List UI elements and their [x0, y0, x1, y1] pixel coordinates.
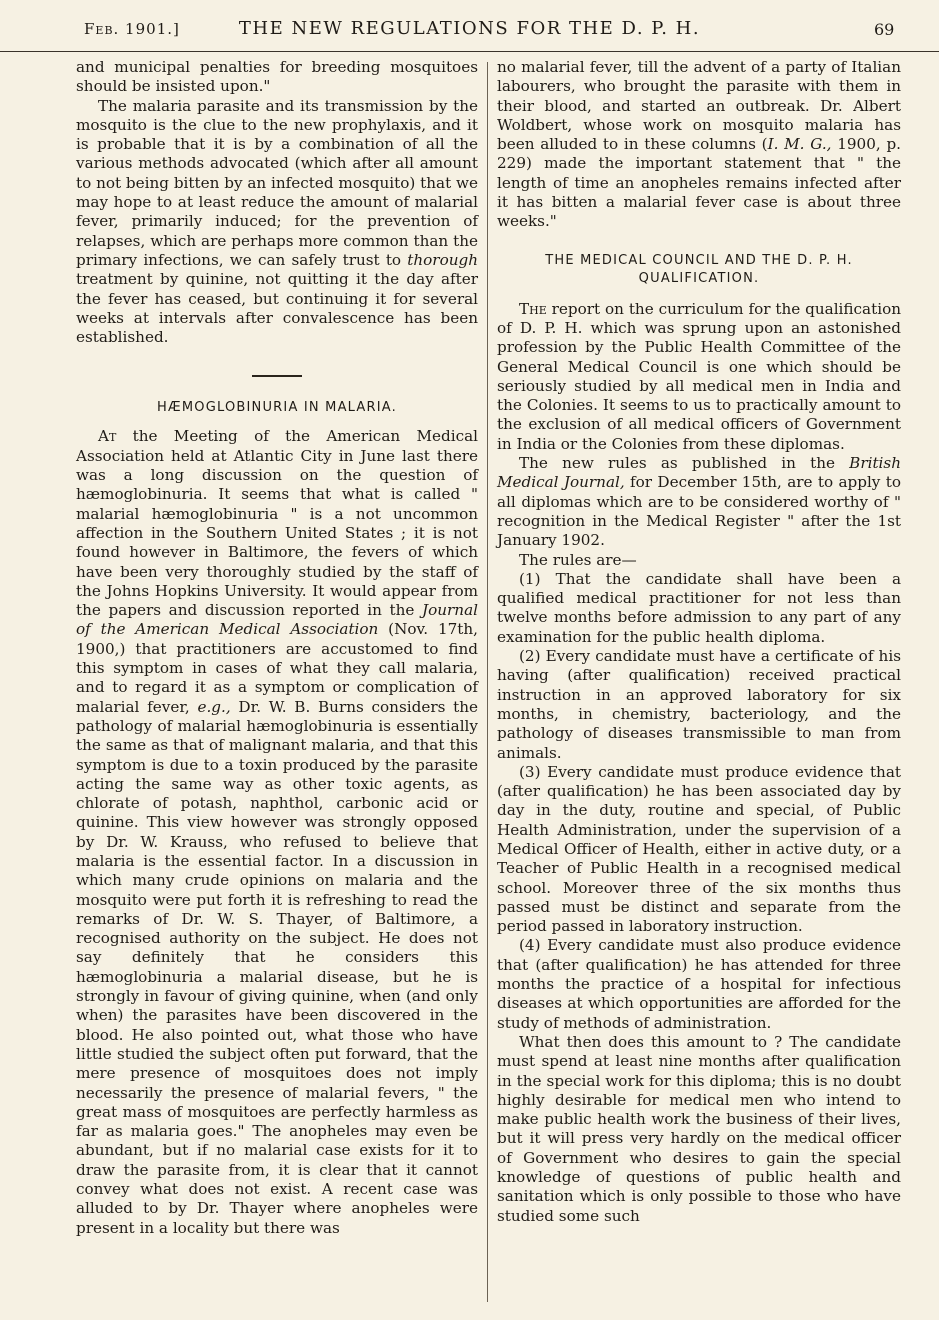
journal-title: Journal of the American Medical Association [76, 601, 478, 639]
emphasis: e.g., [197, 697, 231, 716]
running-head [0, 0, 939, 52]
text-run: The malaria parasite and its transmission by the mosquito is the clue to the new prophylaxis, and it is probable that it is by a combination of all the various methods advocated (which after all amount to not being bitten by an infected mosquito) that we may hope to at least reduce the amount of malarial fever, primarily induced; for the prevention of relapses, which are perhaps more common than the primary infections, we can safely trust to [76, 96, 478, 269]
paragraph [76, 427, 478, 1237]
lead-in: At [98, 427, 117, 446]
rule-item: (4) Every candidate must also produce evidence that (after qualification) he has attended for three months the practice of a hospital for infectious diseases at which opportunities are afforded for the study of methods of administration. [497, 936, 901, 1032]
rule-item: (2) Every candidate must have a certificate of his having (after qualification) received practical instruction in an approved laboratory for six months, in chemistry, bacteriology, and the pathology of diseases transmissible to man from animals. [497, 647, 901, 762]
emphasis: thorough [407, 250, 478, 269]
paragraph [497, 300, 901, 454]
left-column [76, 58, 478, 1238]
paragraph: The rules are— [519, 550, 637, 569]
heading-line: THE MEDICAL COUNCIL AND THE D. P. H. [545, 252, 853, 268]
rule-item: (3) Every candidate must produce evidence that (after qualification) he has been associated day by day in the duty, routine and special, of Public Health Administration, under the supervision of a Medical Officer of Health, either in active duty, or a Teacher of Public Health in a recognised medical school. Moreover three of the six months thus passed must be distinct and separate from the period passed in laboratory instruction. [497, 762, 901, 936]
heading-line: QUALIFICATION. [638, 270, 760, 286]
text-run: The new rules as published in the [519, 454, 850, 473]
text-run: for December 15th, are to apply to all diplomas which are to be considered worthy of " recognition in the Medical Register " after the 1st January 1902. [497, 473, 901, 550]
issue-date: Feb. 1901.] [84, 20, 180, 38]
text-run: no malarial fever, till the advent of a party of Italian labourers, who brought the parasite with them in their blood, and started an outbreak. Dr. Albert Woldbert, whose work on mosquito malaria has been alluded to in these columns ( [497, 58, 901, 154]
text-run: Dr. W. B. Burns considers the pathology of malarial hæmoglobinuria is essentially the same as that of malignant malaria, and that this symptom is due to a toxin produced by the parasite acting the same way as other toxic agents, as chlorate of potash, naphthol, carbonic acid or quinine. This view however was strongly opposed by Dr. W. Krauss, who refused to believe that malaria is the essential factor. In a discussion in which many crude opinions on malaria and the mosquito were put forth it is refreshing to read the remarks of Dr. W. S. Thayer, of Baltimore, a recognised authority on the subject. He does not say definitely that he considers this hæmoglobinuria a malarial disease, but he is strongly in favour of giving quinine, when (and only when) the parasites have been discovered in the blood. He also pointed out, what those who have little studied the subject often put forward, that the mere presence of mosquitoes does not imply necessarily the presence of malarial fevers, " the great mass of mosquitoes are perfectly harmless as far as malaria goes." The anopheles may even be abundant, but if no malarial case exists for it to draw the parasite from, it is clear that it cannot convey what does not exist. A recent case was alluded to by Dr. Thayer where anopheles were present in a locality but there was [76, 697, 478, 1237]
section-divider [252, 375, 302, 377]
right-column [497, 58, 901, 1226]
column-rule [487, 62, 488, 1302]
text-run: treatment by quinine, not quitting it the day after the fever has ceased, but continuing it for several weeks at intervals after convalescence has been established. [76, 270, 478, 347]
page-number: 69 [874, 20, 895, 39]
paragraph: What then does this amount to ? The candidate must spend at least nine months after qualification in the special work for this diploma; this is no doubt highly desirable for medical men who intend to make public health work the business of their lives, but it will press very hardly on the medical officer of Government who desires to gain the special knowledge of questions of public health and sanitation which is only possible to those who have studied some such [497, 1032, 901, 1225]
citation: I. M. G., [767, 135, 832, 154]
text-run: report on the curriculum for the qualification of D. P. H. which was sprung upon an astonished profession by the Public Health Committee of the General Medical Council is one which should be seriously studied by all medical men in India and the Colonies. It seems to us to practically amount to the exclusion of all medical officers of Government in India or the Colonies from these diplomas. [497, 299, 901, 453]
running-title: THE NEW REGULATIONS FOR THE D. P. H. [238, 18, 701, 39]
text-run: 1900, p. 229) made the important statement that " the length of time an anopheles remains infected after it has bitten a malarial fever case is about three weeks." [497, 135, 901, 231]
section-heading: HÆMOGLOBINURIA IN MALARIA. [157, 400, 397, 416]
paragraph [76, 97, 478, 348]
paragraph [497, 454, 901, 550]
text-run: the Meeting of the American Medical Association held at Atlantic City in June last there was a long discussion on the question of hæmoglobinuria. It seems that what is called " malarial hæmoglobinuria " is a not uncommon affection in the Southern United States ; it is not found however in Baltimore, the fevers of which have been very thoroughly studied by the staff of the Johns Hopkins University. It would appear from the papers and discussion reported in the [76, 427, 478, 620]
journal-title: British Medical Journal, [497, 454, 901, 492]
rule-item: (1) That the candidate shall have been a qualified medical practitioner for not less than twelve months before admission to any part of any examination for the public health diploma. [497, 569, 901, 646]
paragraph: and municipal penalties for breeding mosquitoes should be insisted upon." [76, 58, 478, 96]
section-heading [497, 252, 901, 288]
lead-in: The [519, 299, 547, 318]
text-run: (Nov. 17th, 1900,) that practitioners are accustomed to find this symptom in cases of what they call malaria, and to regard it as a symptom or complication of malarial fever, [76, 620, 478, 716]
paragraph [497, 58, 901, 232]
